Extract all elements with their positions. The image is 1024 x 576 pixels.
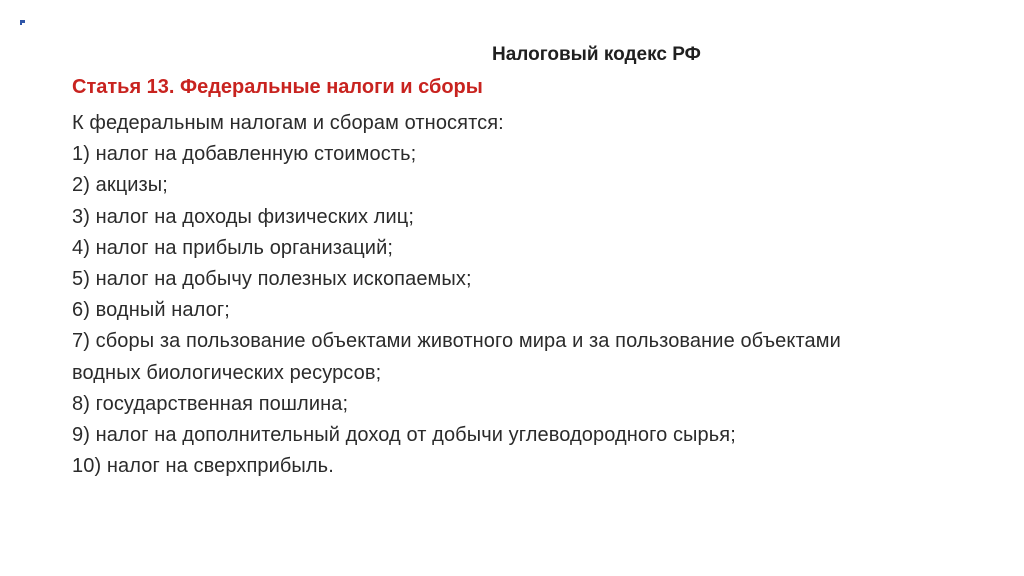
article-title: Статья 13. Федеральные налоги и сборы — [72, 76, 483, 98]
article-body — [72, 108, 992, 482]
list-item: 5) налог на добычу полезных ископаемых; — [72, 268, 472, 291]
list-item: 6) водный налог; — [72, 299, 230, 322]
list-item: 3) налог на доходы физических лиц; — [72, 205, 414, 228]
corner-mark — [20, 20, 25, 23]
list-item: 4) налог на прибыль организаций; — [72, 236, 393, 259]
list-item: 1) налог на добавленную стоимость; — [72, 143, 417, 166]
list-item: 10) налог на сверхприбыль. — [72, 455, 334, 478]
list-item: 8) государственная пошлина; — [72, 392, 349, 415]
list-item: 9) налог на дополнительный доход от добычи углеводородного сырья; — [72, 424, 736, 447]
list-item: 7) сборы за пользование объектами животного мира и за пользование объектами — [72, 330, 841, 353]
list-item-continuation: водных биологических ресурсов; — [72, 361, 382, 384]
list-item: 2) акцизы; — [72, 174, 168, 197]
document-title: Налоговый кодекс РФ — [492, 44, 701, 65]
intro-line: К федеральным налогам и сборам относятся: — [72, 112, 504, 134]
